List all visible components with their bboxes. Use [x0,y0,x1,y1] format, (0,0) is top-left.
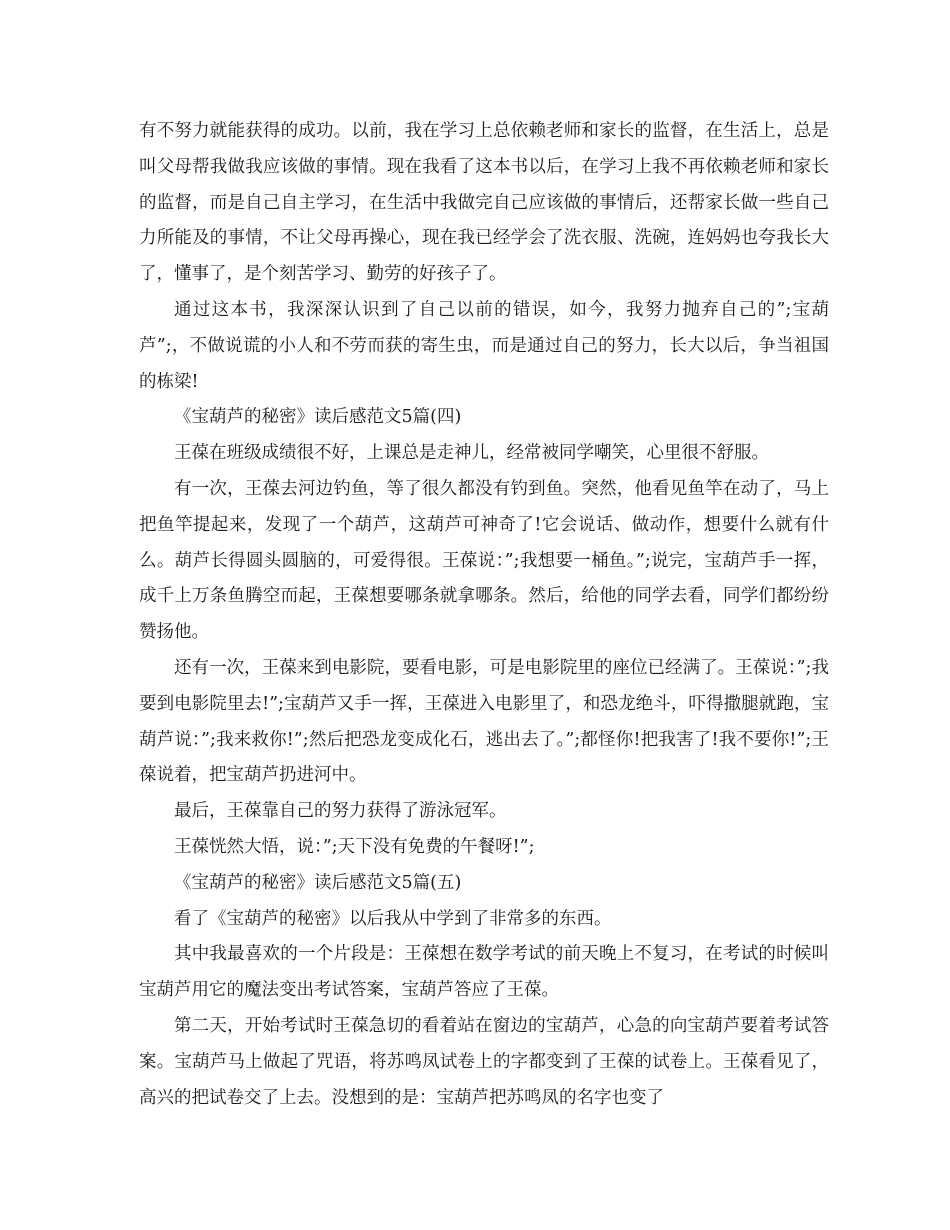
paragraph: 王葆恍然大悟，说：”;天下没有免费的午餐呀!”; [174,836,535,857]
paragraph: 有一次，王葆去河边钓鱼，等了很久都没有钓到鱼。突然，他看见鱼竿在动了，马上把鱼竿提起来，发现了一个葫芦，这葫芦可神奇了!它会说话、做动作，想要什么就有什么。葫芦长得圆头圆脑的，可爱得很。王葆说：”;我想要一桶鱼。”;说完，宝葫芦手一挥，成千上万条鱼腾空而起，王葆想要哪条就拿哪条。然后，给他的同学去看，同学们都纷纷赞扬他。 [139,478,829,643]
section-heading: 《宝葫芦的秘密》读后感范文5篇(五) [174,872,462,893]
section-heading: 《宝葫芦的秘密》读后感范文5篇(四) [174,407,462,428]
paragraph: 看了《宝葫芦的秘密》以后我从中学到了非常多的东西。 [174,908,612,929]
paragraph: 第二天，开始考试时王葆急切的看着站在窗边的宝葫芦，心急的向宝葫芦要着考试答案。宝葫芦马上做起了咒语，将苏鸣凤试卷上的字都变到了王葆的试卷上。王葆看见了，高兴的把试卷交了上去。没想到的是：宝葫芦把苏鸣凤的名字也变了 [139,1015,829,1108]
paragraph: 通过这本书，我深深认识到了自己以前的错误，如今，我努力抛弃自己的”;宝葫芦”;，不做说谎的小人和不劳而获的寄生虫，而是通过自己的努力，长大以后，争当祖国的栋梁! [139,299,829,392]
document-body [139,114,829,1116]
paragraph: 最后，王葆靠自己的努力获得了游泳冠军。 [174,801,507,822]
paragraph: 有不努力就能获得的成功。以前，我在学习上总依赖老师和家长的监督，在生活上，总是叫父母帮我做我应该做的事情。现在我看了这本书以后，在学习上我不再依赖老师和家长的监督，而是自己自主学习，在生活中我做完自己应该做的事情后，还帮家长做一些自己力所能及的事情，不让父母再操心，现在我已经学会了洗衣服、洗碗，连妈妈也夸我长大了，懂事了，是个刻苦学习、勤劳的好孩子了。 [139,121,829,285]
paragraph: 其中我最喜欢的一个片段是：王葆想在数学考试的前天晚上不复习，在考试的时候叫宝葫芦用它的魔法变出考试答案，宝葫芦答应了王葆。 [139,944,829,1001]
paragraph: 还有一次，王葆来到电影院，要看电影，可是电影院里的座位已经满了。王葆说：”;我要到电影院里去!”;宝葫芦又手一挥，王葆进入电影里了，和恐龙绝斗，吓得撒腿就跑，宝葫芦说：”;我来救你!”;然后把恐龙变成化石，逃出去了。”;都怪你!把我害了!我不要你!”;王葆说着，把宝葫芦扔进河中。 [139,657,829,786]
paragraph: 王葆在班级成绩很不好，上课总是走神儿，经常被同学嘲笑，心里很不舒服。 [174,443,769,464]
